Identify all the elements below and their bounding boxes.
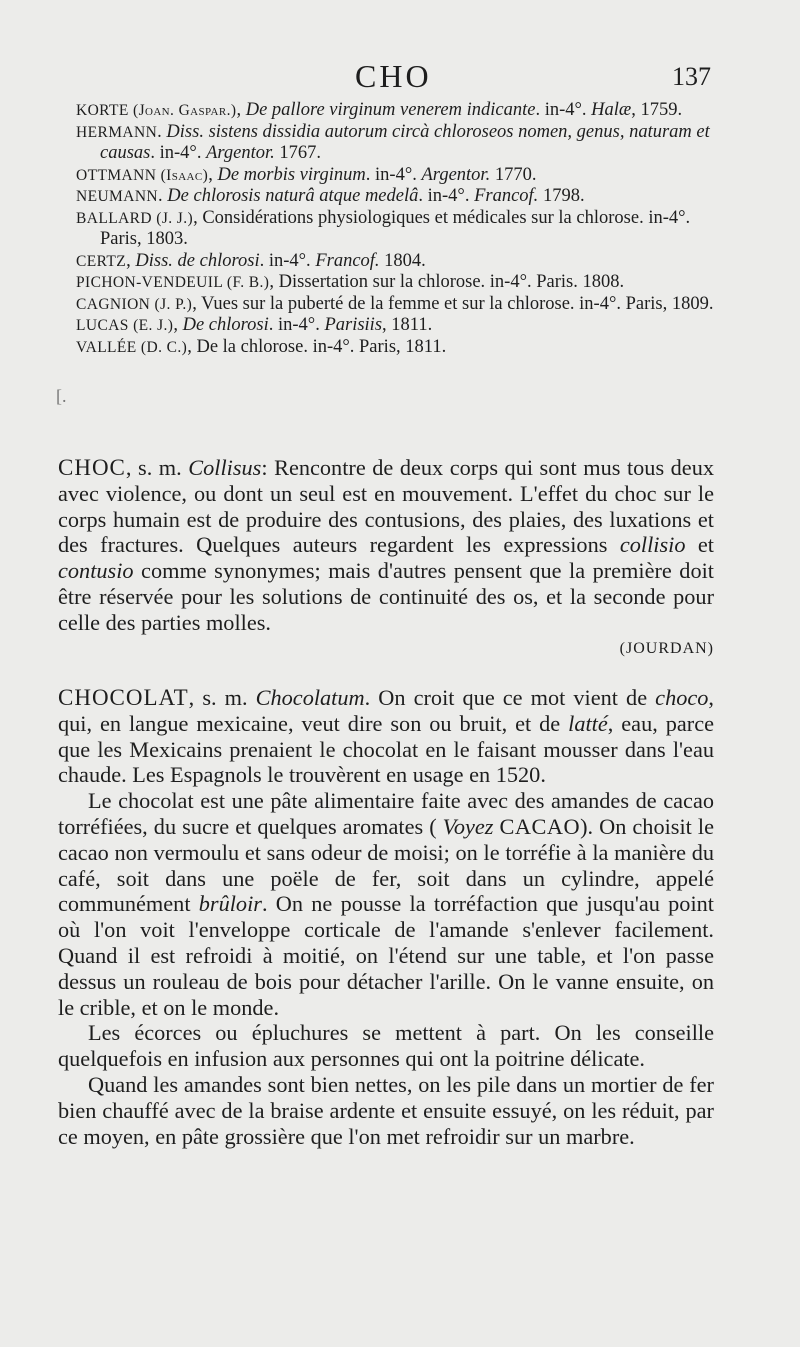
page-number: 137 <box>672 62 711 91</box>
running-header: CHO <box>355 58 432 94</box>
bibliography-text-segment: Francof. <box>315 250 380 271</box>
bibliography-text-segment: Halæ <box>591 100 632 120</box>
bibliography-text-segment: 1770. <box>490 164 537 185</box>
bibliography-text-segment: , <box>208 164 218 185</box>
bibliography-entry <box>76 251 720 273</box>
chocolat-paragraph-3: Les écorces ou épluchures se mettent à part. On les conseille quelquefois en infusion aux personnes qui ont la poitrine délicate. <box>58 1020 714 1072</box>
bibliography-entry <box>76 122 720 165</box>
bibliography-text-segment: , <box>173 315 183 335</box>
chocolat-text-segment: . On croit que ce mot vient de <box>364 685 656 710</box>
bibliography-text-segment: , 1811. <box>382 315 433 335</box>
bibliography-text-segment: . in-4°. <box>418 186 475 206</box>
chocolat-text-segment: ). On choisit le cacao non vermoulu et sans odeur de moisi; on le torréfie à la manière du café, soit dans une poële de fer, soit dans un cylindre, appelé communément <box>58 813 714 917</box>
chocolat-paragraph-4: Quand les amandes sont bien nettes, on les pile dans un mortier de fer bien chauffé avec de la braise ardente et ensuite essuyé, on les réduit, par ce moyen, en pâte grossière que l'on met refroidir sur un marbre. <box>58 1071 714 1149</box>
chocolat-text-segment: CACAO <box>499 813 581 839</box>
bibliography-text-segment: , Dissertation sur la chlorose. in-4°. Paris. 1808. <box>269 272 625 292</box>
bibliography-text-segment: Argentor. <box>421 164 491 185</box>
bibliography-text-segment: , Vues sur la puberté de la femme et sur la chlorose. in-4°. Paris, 1809. <box>192 293 714 314</box>
article-chocolat <box>58 685 714 1149</box>
bibliography-text-segment: Argentor. <box>206 143 275 163</box>
bibliography-author: LUCAS (E. J.) <box>76 317 174 334</box>
bibliography-text-segment: 1804. <box>379 250 426 271</box>
bibliography-author: VALLÉE (D. C.) <box>76 338 188 356</box>
chocolat-intro <box>58 685 714 788</box>
bibliography-entry <box>76 337 720 359</box>
headword-chocolat: CHOCOLAT <box>58 685 189 710</box>
bibliography-author: NEUMANN <box>76 188 159 205</box>
chocolat-text-segment: latté <box>568 710 608 736</box>
bibliography-text-segment: Francof. <box>474 186 539 206</box>
choc-text-segment: comme synonymes; mais d'autres pensent que la première doit être réservée pour les solutions de continuité des os, et la seconde pour celle des parties molles. <box>58 558 714 635</box>
choc-text-segment: : Rencontre de deux corps qui sont mus tous deux avec violence, ou dont un seul est en mouvement. L'effet du choc sur le corps humain est de produire des contusions, des plaies, des luxations et des fractures. Quelques auteurs regardent les expressions <box>58 455 714 558</box>
bibliography-list <box>76 100 720 358</box>
author-signature: (JOURDAN) <box>619 639 714 657</box>
bibliography-text-segment: . <box>157 121 167 142</box>
bibliography-entry <box>76 272 720 294</box>
bibliography-text-segment: . in-4°. <box>268 315 325 335</box>
bibliography-author: CAGNION (J. P.) <box>76 295 193 313</box>
chocolat-text-segment: brûloir <box>198 891 262 917</box>
chocolat-text-segment: Le chocolat est une pâte alimentaire faite avec des amandes de cacao torréfiées, du sucre et quelques aromates ( <box>58 788 714 839</box>
bibliography-entry <box>76 100 720 122</box>
bibliography-text-segment: 1798. <box>538 186 585 206</box>
choc-body <box>58 455 714 635</box>
bibliography-entry <box>76 315 720 337</box>
margin-mark: [. <box>56 386 67 406</box>
chocolat-text-segment: , s. m. <box>188 685 256 710</box>
bibliography-author: HERMANN <box>76 123 158 141</box>
bibliography-text-segment: , <box>126 250 136 271</box>
headword-choc: CHOC <box>58 455 126 480</box>
bibliography-text-segment: De pallore virginum venerem indicante <box>245 100 536 120</box>
bibliography-text-segment: , De la chlorose. in-4°. Paris, 1811. <box>187 336 447 357</box>
choc-text-segment: collisio <box>619 532 686 558</box>
bibliography-entry <box>76 294 720 316</box>
bibliography-author: CERTZ <box>76 252 127 270</box>
chocolat-text-segment: , qui, en langue mexicaine, veut dire son ou bruit, et de <box>58 685 714 736</box>
bibliography-entry <box>76 208 720 251</box>
bibliography-text-segment: Diss. sistens dissidia autorum circà chloroseos nomen, genus, naturam et causas <box>100 121 710 163</box>
chocolat-text-segment: . On ne pousse la torréfaction que jusqu'au point où l'on voit l'enveloppe corticale de l'amande s'enlever facilement. Quand il est refroidi à moitié, on l'étend sur une table, et l'on passe dessus un rouleau de bois pour détacher l'arille. On le vanne ensuite, on le crible, et on le monde. <box>58 891 714 1020</box>
bibliography-author: KORTE (Joan. Gaspar.) <box>76 102 237 119</box>
article-choc <box>58 455 714 661</box>
choc-paragraph <box>58 455 714 636</box>
bibliography-text-segment: De morbis virginum <box>217 164 366 185</box>
bibliography-text-segment: , 1759. <box>631 100 683 120</box>
bibliography-author: OTTMANN (Isaac) <box>76 166 209 184</box>
bibliography-author: PICHON-VENDEUIL (F. B.) <box>76 274 270 291</box>
chocolat-text-segment: Chocolatum <box>255 685 365 710</box>
choc-text-segment: contusio <box>58 558 134 584</box>
bibliography-entry <box>76 165 720 187</box>
bibliography-text-segment: . in-4°. <box>150 143 207 163</box>
choc-text-segment: Collisus <box>188 455 262 480</box>
choc-text-segment: et <box>685 532 714 558</box>
bibliography-text-segment: . in-4°. <box>535 100 592 120</box>
bibliography-text-segment: 1767. <box>274 143 322 163</box>
bibliography-text-segment: . in-4°. <box>365 164 422 185</box>
chocolat-text-segment: Voyez <box>442 813 494 839</box>
bibliography-text-segment: , <box>236 100 246 120</box>
bibliography-text-segment: , Considérations physiologiques et médicales sur la chlorose. in-4°. Paris, 1803. <box>100 207 691 249</box>
choc-text-segment: , s. m. <box>125 455 189 480</box>
chocolat-text-segment: , eau, parce que les Mexicains prenaient le chocolat en le faisant mousser dans l'eau chaude. Les Espagnols le trouvèrent en usage en 1520. <box>58 710 714 788</box>
bibliography-entry <box>76 186 720 208</box>
bibliography-text-segment: Diss. de chlorosi <box>135 250 260 271</box>
bibliography-text-segment: De chlorosi <box>182 315 269 335</box>
bibliography-author: BALLARD (J. J.) <box>76 209 194 227</box>
chocolat-text-segment: choco <box>655 685 709 710</box>
chocolat-paragraph-2 <box>58 788 714 1020</box>
bibliography-text-segment: . in-4°. <box>259 250 316 271</box>
bibliography-text-segment: De chlorosis naturâ atque medelâ <box>167 186 419 206</box>
bibliography-text-segment: . <box>158 186 168 206</box>
bibliography-text-segment: Parisiis <box>324 315 383 335</box>
